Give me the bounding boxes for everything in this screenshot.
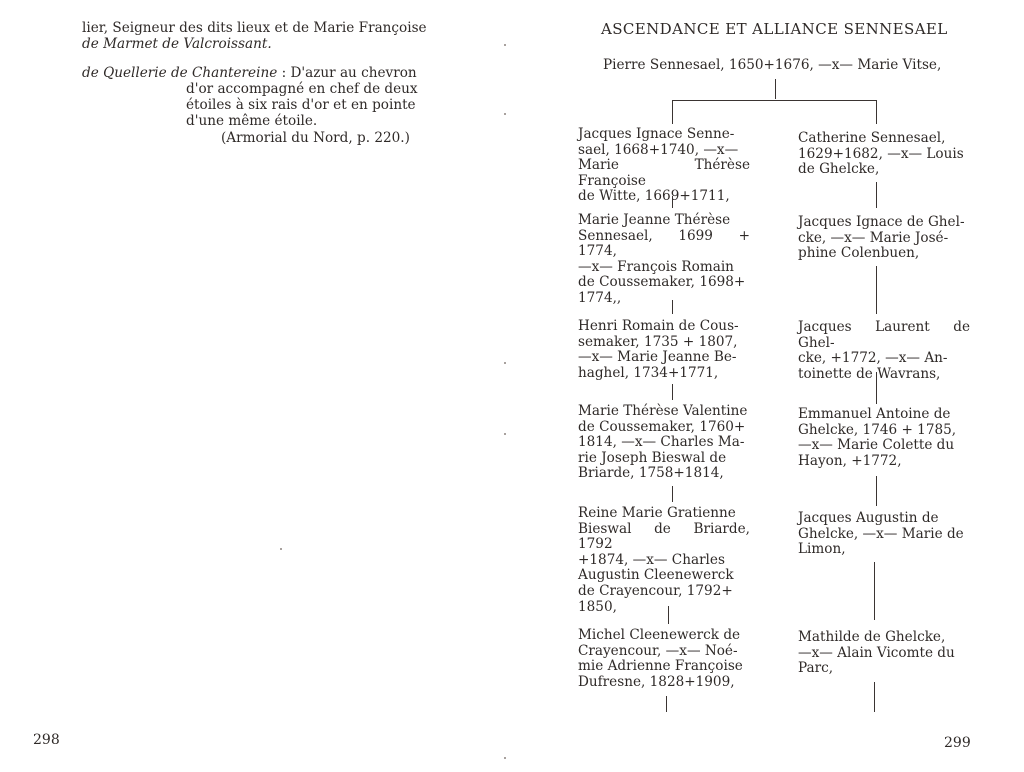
scan-speck [504, 362, 506, 364]
entry-line: —x— Alain Vicomte du [798, 644, 955, 661]
page-number-right: 299 [944, 735, 971, 751]
genealogy-entry [798, 320, 970, 382]
entry-line: —x— François Romain [578, 258, 734, 275]
genealogy-entry [578, 319, 750, 381]
entry-line: de Coussemaker, 1698+ [578, 274, 746, 291]
entry-line: 1814, —x— Charles Ma- [578, 434, 745, 451]
entry-line: Catherine Sennesael, [798, 130, 946, 146]
genealogy-entry [578, 213, 750, 307]
entry-line: de Ghelcke, [798, 161, 880, 178]
entry-line: Reine Marie Gratienne [578, 505, 736, 521]
entry-line: rie Joseph Bieswal de [578, 449, 727, 466]
genealogy-entry [578, 628, 750, 690]
tree-connector-right [874, 682, 875, 712]
scan-speck [280, 548, 282, 550]
entry-line: Jacques Laurent de Ghel- [798, 319, 970, 351]
entry-line: Hayon, +1772, [798, 452, 902, 469]
entry-line: de Coussemaker, 1760+ [578, 418, 746, 435]
entry-line: Sennesael, 1699 + 1774, [578, 227, 750, 260]
entry-line: 1850, [578, 598, 617, 615]
entry-line: Limon, [798, 541, 846, 558]
entry-line: —x— Marie Jeanne Be- [578, 349, 737, 366]
entry-line: cke, +1772, —x— An- [798, 350, 948, 367]
left-text-line-1: lier, Seigneur des dits lieux et de Marie Françoise [82, 20, 427, 36]
entry-line: Marie Thérèse Françoise [578, 157, 750, 189]
tree-connector-horizontal [672, 100, 877, 101]
entry-line: haghel, 1734+1771, [578, 364, 719, 381]
quellerie-blazon-line: d'une même étoile. [186, 113, 318, 129]
genealogy-entry [578, 127, 750, 205]
entry-line: Parc, [798, 660, 834, 677]
entry-line: Briarde, 1758+1814, [578, 465, 724, 482]
entry-line: phine Colenbuen, [798, 245, 920, 262]
quellerie-name: de Quellerie de Chantereine [82, 65, 278, 81]
genealogy-entry [578, 506, 750, 615]
left-text-line-2: de Marmet de Valcroissant. [82, 36, 272, 52]
entry-line: Emmanuel Antoine de [798, 406, 951, 422]
scan-speck [504, 433, 506, 435]
quellerie-blazon-line: d'or accompagné en chef de deux [186, 81, 418, 97]
entry-line: mie Adrienne Françoise [578, 658, 743, 675]
page-number-left: 298 [33, 732, 60, 748]
entry-line: Crayencour, —x— Noé- [578, 642, 738, 659]
genealogy-title: ASCENDANCE ET ALLIANCE SENNESAEL [601, 20, 948, 38]
quellerie-heraldry-line [82, 66, 417, 82]
entry-line: sael, 1668+1740, —x— [578, 141, 739, 158]
entry-line: Jacques Ignace de Ghel- [798, 214, 965, 230]
entry-line: Bieswal de Briarde, 1792 [578, 520, 750, 553]
entry-line: semaker, 1735 + 1807, [578, 333, 738, 350]
entry-line: Marie Jeanne Thérèse [578, 212, 731, 228]
armorial-reference: (Armorial du Nord, p. 220.) [221, 130, 410, 146]
tree-connector-left [666, 696, 667, 712]
genealogy-entry [798, 131, 970, 178]
tree-connector-left [672, 100, 673, 124]
entry-line: —x— Marie Colette du [798, 437, 955, 454]
tree-connector-right [876, 182, 877, 208]
entry-line: Henri Romain de Cous- [578, 318, 739, 334]
genealogy-entry [578, 404, 750, 482]
entry-line: Marie Thérèse Valentine [578, 403, 748, 419]
entry-line: 1774,, [578, 289, 622, 306]
genealogy-entry [798, 630, 970, 677]
tree-connector-right [876, 476, 877, 506]
quellerie-blazon-start: : D'azur au chevron [277, 65, 417, 81]
entry-line: cke, —x— Marie José- [798, 229, 949, 246]
entry-line: Ghelcke, 1746 + 1785, [798, 421, 957, 438]
scan-speck [504, 44, 506, 46]
tree-connector-left [672, 486, 673, 502]
tree-connector-right [874, 562, 875, 620]
entry-line: Augustin Cleenewerck [578, 567, 734, 584]
genealogy-entry [798, 407, 970, 469]
genealogy-entry [798, 511, 970, 558]
genealogy-entry [798, 215, 970, 262]
entry-line: Dufresne, 1828+1909, [578, 673, 735, 690]
entry-line: Ghelcke, —x— Marie de [798, 525, 964, 542]
entry-line: +1874, —x— Charles [578, 551, 725, 568]
genealogy-root-couple: Pierre Sennesael, 1650+1676, —x— Marie Vitse, [603, 57, 942, 73]
entry-line: Jacques Augustin de [798, 510, 939, 526]
entry-line: de Witte, 1669+1711, [578, 188, 730, 205]
entry-line: Michel Cleenewerck de [578, 627, 741, 643]
scan-speck [504, 113, 506, 115]
entry-line: de Crayencour, 1792+ [578, 582, 733, 599]
tree-connector-right [876, 100, 877, 124]
tree-connector-left [672, 384, 673, 400]
tree-connector-root [775, 79, 776, 99]
quellerie-blazon-line: étoiles à six rais d'or et en pointe [186, 97, 416, 113]
scan-speck [504, 757, 506, 759]
entry-line: Mathilde de Ghelcke, [798, 629, 946, 645]
tree-connector-right [876, 266, 877, 314]
entry-line: toinette de Wavrans, [798, 365, 941, 382]
entry-line: 1629+1682, —x— Louis [798, 145, 964, 162]
entry-line: Jacques Ignace Senne- [578, 126, 735, 142]
